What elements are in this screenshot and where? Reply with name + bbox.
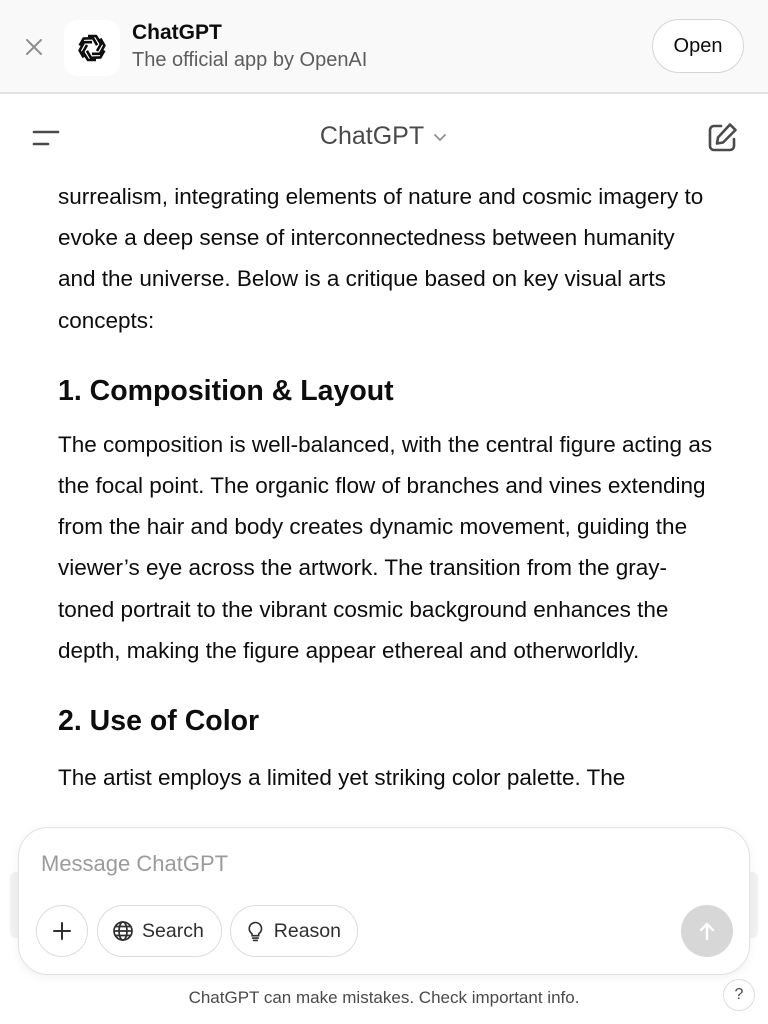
- assistant-message: [58, 176, 718, 798]
- message-composer: [18, 827, 750, 975]
- globe-icon: [112, 920, 134, 942]
- disclaimer-text: ChatGPT can make mistakes. Check important info.: [188, 988, 580, 1007]
- app-icon: [64, 20, 120, 76]
- reason-button[interactable]: [230, 905, 358, 957]
- chevron-down-icon: [432, 129, 448, 145]
- section-heading: 2. Use of Color: [58, 705, 260, 738]
- banner-subtitle: The official app by OpenAI: [132, 49, 368, 71]
- message-paragraph: The composition is well-balanced, with the central figure acting as the focal point. The organic flow of branches and vines extending from the hair and body creates dynamic movement, guiding the viewer’s eye across the artwork. The transition from the gray-toned portrait to the vibrant cosmic background enhances the depth, making the figure appear ethereal and otherworldly.: [58, 431, 713, 663]
- model-selector[interactable]: [0, 122, 768, 151]
- search-button[interactable]: [97, 905, 222, 957]
- section-heading: 1. Composition & Layout: [58, 374, 394, 407]
- close-icon[interactable]: [22, 35, 46, 59]
- chat-header: [0, 96, 768, 180]
- open-app-button[interactable]: Open: [652, 19, 744, 73]
- app-download-banner: [0, 0, 768, 94]
- message-paragraph: The artist employs a limited yet striking color palette. The: [58, 765, 626, 791]
- plus-icon: [51, 920, 73, 942]
- arrow-up-icon: [696, 920, 718, 942]
- help-button[interactable]: ?: [723, 979, 755, 1011]
- banner-app-name: ChatGPT: [132, 21, 222, 44]
- openai-logo-icon: [74, 30, 110, 66]
- message-input[interactable]: [41, 846, 701, 882]
- lightbulb-icon: [245, 920, 266, 942]
- reason-label: Reason: [273, 919, 341, 942]
- attach-button[interactable]: [36, 905, 88, 957]
- message-paragraph: surrealism, integrating elements of nature and cosmic imagery to evoke a deep sense of interconnectedness between humanity and the universe. Below is a critique based on key visual arts concepts:: [58, 184, 704, 333]
- new-chat-icon[interactable]: [704, 120, 740, 156]
- header-title: ChatGPT: [319, 122, 425, 150]
- search-label: Search: [142, 919, 204, 942]
- send-button[interactable]: [681, 905, 733, 957]
